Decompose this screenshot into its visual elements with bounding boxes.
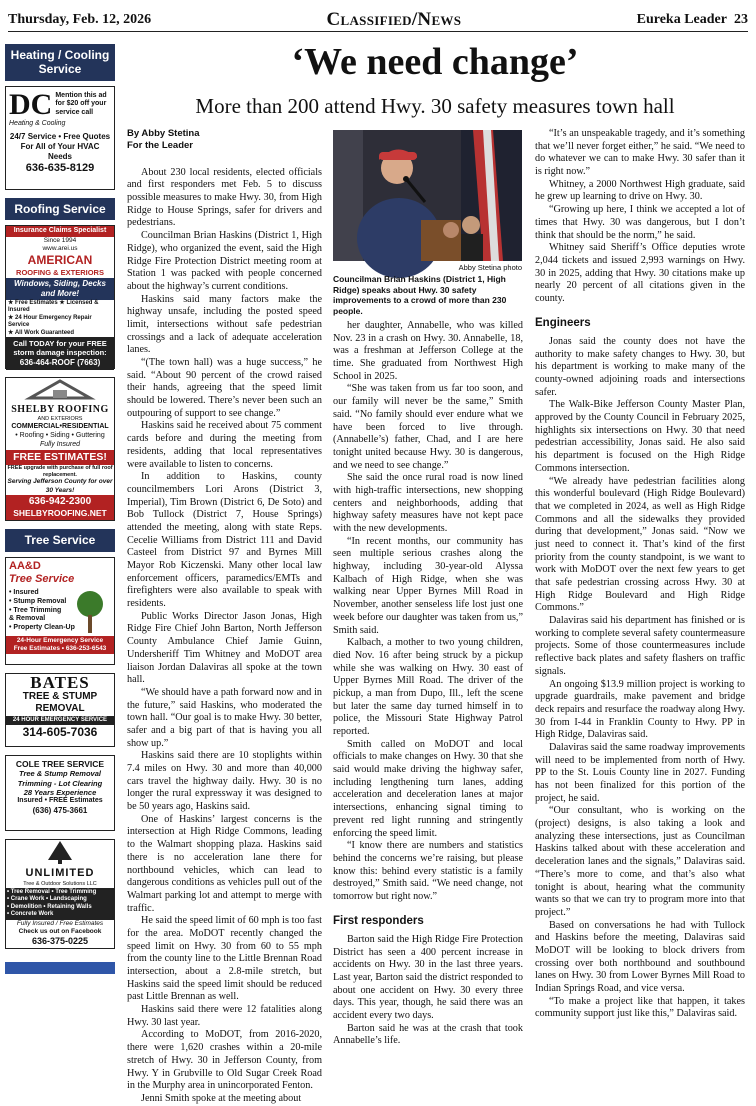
article-paragraph: Jenni Smith spoke at the meeting about bbox=[141, 1092, 302, 1104]
unlimited-b1: • Tree Removal • Tree Trimming bbox=[7, 888, 97, 895]
photo-credit: Abby Stetina photo bbox=[458, 263, 522, 272]
bates-name3: REMOVAL bbox=[35, 703, 85, 715]
unlimited-name: UNLIMITED bbox=[25, 867, 95, 880]
bates-name: BATES bbox=[30, 672, 90, 692]
aaed-title bbox=[6, 558, 114, 590]
photo-caption: Councilman Brian Haskins (District 1, High Ridge) speaks about Hwy. 30 safety improvements to a crowd of more than 230 people. bbox=[333, 274, 507, 316]
article-paragraph: “I know there are numbers and statistics behind the concerns we’re raising, but please know this: behind every statistic is a family destroyed,” Smith said. “We need change, not tomorrow but right now.” bbox=[333, 840, 523, 902]
article-headline: ‘We need change’ bbox=[291, 41, 579, 83]
shelby-sub: AND EXTERIORS bbox=[37, 416, 83, 423]
aaed-b1: • Insured bbox=[9, 589, 39, 597]
article-paragraph: One of Haskins’ largest concerns is the intersection at High Ridge Commons, leading to the Walmart shopping plaza. Haskins said there is no acceleration lane there for northbound vehicles, which can lead to dangerous conditions as vehicles pull out of the Walmart parking lot and attempt to merge with traffic. bbox=[127, 813, 322, 914]
aaed-b3: • Tree Trimming bbox=[9, 606, 62, 614]
am-name2: ROOFING & EXTERIORS bbox=[16, 268, 104, 278]
dc-promo: Mention this ad for $20 off your service call bbox=[55, 91, 107, 117]
unlimited-l2: Check us out on Facebook bbox=[18, 928, 102, 936]
unlimited-b4: • Concrete Work bbox=[7, 911, 54, 918]
article-paragraph: Whitney said Sheriff’s Office deputies wrote 2,044 tickets and issued 2,993 warnings on Hwy. 30 in 2025, adding that Hwy. 30 citations make up nearly 20 percent of all citations given in the county. bbox=[535, 242, 745, 304]
article-paragraph: Haskins said there were 12 fatalities along Hwy. 30 last year. bbox=[127, 1004, 322, 1028]
unlimited-b3: • Demolition • Retaining Walls bbox=[7, 903, 92, 910]
article-paragraph: “We should have a path forward now and in the future,” said Haskins, who moderated the town hall. “Our goal is to make Hwy. 30 better, safer and a big part of that is having you all show up.” bbox=[127, 686, 322, 749]
unlimited-sub: Tree & Outdoor Solutions LLC bbox=[23, 881, 97, 888]
paper-name-page bbox=[637, 12, 748, 28]
article-subhead: More than 200 attend Hwy. 30 safety measures town hall bbox=[195, 94, 675, 118]
sidebar-header-tree: Tree Service bbox=[5, 529, 115, 551]
article-photo bbox=[333, 130, 522, 261]
cole-l4: Insured • FREE Estimates bbox=[17, 797, 103, 805]
unlimited-phone: 636-375-0225 bbox=[31, 936, 89, 947]
article-paragraph: Councilman Brian Haskins (District 1, High Ridge), who organized the event, said the High Ridge Fire Protection District meeting room at Station 1 was packed with people concerned about the highway’s current conditions. bbox=[127, 230, 322, 292]
shelby-phone-box bbox=[6, 495, 114, 520]
article-column-3 bbox=[535, 128, 745, 1020]
am-phone: 636-464-ROOF (7663) bbox=[19, 357, 101, 367]
aaed-f2: Free Estimates • 636-253-6543 bbox=[13, 645, 107, 653]
shelby-phone: 636-942-2300 bbox=[28, 495, 92, 507]
bates-sub: 24 HOUR EMERGENCY SERVICE bbox=[6, 716, 114, 726]
cole-name: COLE TREE SERVICE bbox=[15, 758, 105, 769]
subhead-first-responders: First responders bbox=[333, 914, 424, 927]
dc-line1: 24/7 Service • Free Quotes bbox=[9, 131, 111, 141]
article-paragraph: her daughter, Annabelle, who was killed Nov. 23 in a crash on Hwy. 30. Annabelle, 18, was a freshman at Jefferson College at the time. She graduated from Northwest High School in 2025. bbox=[333, 320, 523, 382]
ad-aaed-tree[interactable] bbox=[5, 557, 115, 665]
page-header bbox=[8, 8, 748, 32]
article-paragraph: Kalbach, a mother to two young children, died Nov. 16 after being struck by a pickup while she was walking on Hwy. 30 east of Upper Byrnes Mill Road. The driver of the pickup, a man from Dupo, Ill., left the scene but later the same day turned himself in to police, the Missouri State Highway Patrol reported. bbox=[333, 637, 523, 737]
article-column-1 bbox=[127, 128, 322, 1104]
article-paragraph: “To make a project like that happen, it takes community support just like this,” Dalaviras said. bbox=[535, 995, 745, 1020]
article-paragraph: Whitney, a 2000 Northwest High graduate, said he grew up learning to drive on Hwy. 30. bbox=[535, 178, 745, 203]
article-paragraph: “Growing up here, I think we accepted a lot of times that Hwy. 30 was dangerous, but I don’t think that should be the norm,” he said. bbox=[535, 204, 745, 241]
shelby-web: SHELBYROOFING.NET bbox=[13, 508, 107, 519]
sidebar-header-roofing: Roofing Service bbox=[5, 198, 115, 220]
sidebar-bottom-bar bbox=[5, 962, 115, 974]
article-paragraph: The Walk-Bike Jefferson County Master Plan, approved by the County Council in February 2025, highlights six intersections on Hwy. 30 that need pedestrian accessibility, Jonas said. He also said his department is focused on the High Ridge Commons intersection. bbox=[535, 399, 745, 474]
shelby-l3: Fully Insured bbox=[39, 440, 81, 448]
am-name: AMERICAN bbox=[27, 253, 93, 268]
article-paragraph: Smith called on MoDOT and local officials to make changes on Hwy. 30 that she said would make driving the highway safer, including lengthening turn lanes, adding acceleration and deceleration lanes at major intersections, enhancing signal timing to prevent red light running and stringently enforcing the speed limit. bbox=[333, 738, 523, 839]
article-column-2 bbox=[333, 320, 523, 1047]
aaed-name2: Tree Service bbox=[9, 573, 75, 586]
article-paragraph: She said the once rural road is now lined with high-traffic intersections, new shopping centers and neighborhoods, adding that highway safety measures have not kept pace with the new developments. bbox=[333, 472, 523, 534]
am-top: Insurance Claims Specialist bbox=[6, 226, 114, 237]
ad-american-roofing[interactable] bbox=[5, 225, 115, 369]
article-paragraph: Haskins said there are 10 stoplights within 7.4 miles on Hwy. 30 and more than 40,000 cars travel the highway daily. Hwy. 30 is no longer the rural expressway it was designed to be 50 years ago, Haskins said. bbox=[127, 750, 322, 813]
col3b-paragraphs bbox=[535, 336, 745, 1021]
dc-logo: DC bbox=[9, 87, 53, 121]
col1-paragraphs bbox=[127, 167, 322, 1106]
dc-sub: Heating & Cooling bbox=[9, 119, 66, 127]
unlimited-b2: • Crane Work • Landscaping bbox=[7, 896, 87, 903]
byline-author: By Abby Stetina bbox=[127, 128, 200, 139]
article-paragraph: According to MoDOT, from 2016-2020, there were 1,620 crashes within a 20-mile stretch of Hwy. 30 in Jefferson County, from Hwy. Y in Grubville to Old Sugar Creek Road in the Murphy area in unincorporated Fenton. bbox=[127, 1029, 322, 1092]
aaed-body bbox=[6, 589, 114, 634]
am-since: Since 1994 bbox=[43, 236, 77, 244]
article-paragraph: Jonas said the county does not have the authority to make safety changes to Hwy. 30, but his department is working to make many of the county-owned adjoining roads and intersections safer. bbox=[535, 335, 745, 398]
house-roof-icon bbox=[25, 378, 95, 400]
article-paragraph: Barton said he was at the crash that took Annabelle’s life. bbox=[333, 1022, 523, 1047]
subhead-engineers: Engineers bbox=[535, 316, 591, 329]
unlimited-l1: Fully Insured / Free Estimates bbox=[16, 919, 104, 927]
unlimited-list bbox=[6, 888, 114, 920]
aaed-b5: • Property Clean-Up bbox=[9, 624, 75, 632]
shelby-l2: • Roofing • Siding • Guttering bbox=[15, 432, 105, 440]
aaed-list bbox=[6, 589, 75, 634]
shelby-name: SHELBY ROOFING bbox=[11, 403, 109, 415]
article-paragraph: Public Works Director Jason Jonas, High Ridge Fire Chief John Barton, North Jefferson County Ambulance Chief Jamie Guinn, Undersheriff Tim Whitney and MoDOT area liaison Jordan Dalaviras all spoke at the town hall. bbox=[127, 610, 322, 686]
col3-paragraphs bbox=[535, 128, 745, 306]
aaed-name: AA&D bbox=[9, 559, 41, 572]
article-paragraph: “In recent months, our community has seen multiple serious crashes along the highway, including 30-year-old Alyssa Kalbach of High Ridge, when she was walking near Upper Byrnes Mill Road in November, another senseless life lost just one week before our daughter was taken from us,” Smith said. bbox=[333, 535, 523, 636]
article-paragraph: About 230 local residents, elected officials and first responders met Feb. 5 to discuss possible measures to make Hwy. 30, from High Ridge to House Springs, safer for drivers and pedestrians. bbox=[127, 166, 322, 229]
cole-l1: Tree & Stump Removal bbox=[19, 769, 101, 779]
article-paragraph: Haskins said he received about 75 comment cards before and during the meeting from residents, adding that local representatives were available to listen to concerns. bbox=[127, 420, 322, 470]
article-paragraph: “It’s an unspeakable tragedy, and it’s something that we’ll never forget either,” he said. “We need to do whatever we can to make Hwy. 30 safer than it is right now.” bbox=[535, 128, 745, 178]
aaed-f1: 24-Hour Emergency Service bbox=[16, 637, 104, 645]
article-paragraph: “(The town hall) was a huge success,” he said. “About 90 percent of the crowd raised their hands, agreeing that the speed limit should be lowered. There’s never been such an outpouring of support to see change.” bbox=[127, 357, 322, 419]
section-title: Classified/News bbox=[326, 8, 462, 30]
tree-icon bbox=[75, 589, 105, 634]
aaed-b4: & Removal bbox=[9, 615, 46, 623]
article-paragraph: He said the speed limit of 60 mph is too fast for the area. MoDOT recently changed the speed limit on Hwy. 30 from 60 to 55 mph from the county line to the Little Brennan Road intersection, about a 2.8-mile stretch, but Haskins said the speed limit should be reduced past Little Brennan as well. bbox=[127, 915, 322, 1003]
ad-dc-top bbox=[9, 87, 111, 121]
article-paragraph: Dalaviras said the same roadway improvements will need to be implemented from north of Hwy. PP to the St. Louis County line in 2027. Funding has not been finalized for this portion of the project, he said. bbox=[535, 741, 745, 804]
ad-unlimited-tree[interactable] bbox=[5, 839, 115, 949]
page-number: 23 bbox=[733, 11, 748, 27]
ad-cole-tree[interactable] bbox=[5, 755, 115, 831]
cole-phone: (636) 475-3661 bbox=[32, 806, 88, 816]
classified-sidebar bbox=[5, 44, 115, 974]
bates-phone: 314-605-7036 bbox=[22, 725, 98, 740]
am-web: www.arei.us bbox=[42, 245, 78, 253]
shelby-free: FREE ESTIMATES! bbox=[6, 450, 114, 465]
article-paragraph: “She was taken from us far too soon, and our family will never be the same,” Smith said. “No family should ever endure what we have been forced to live through. (Annabelle’s) father, Chad, and I are here tonight united because Hwy. 30 is dangerous, and we need to see change.” bbox=[333, 383, 523, 471]
aaed-footer bbox=[6, 636, 114, 654]
am-cta-box bbox=[6, 337, 114, 370]
am-b2: ★ 24 Hour Emergency Repair Service bbox=[8, 314, 92, 329]
am-b3: ★ All Work Guaranteed bbox=[8, 329, 75, 336]
article-paragraph: Based on conversations he had with Tullock and Haskins before the meeting, Dalaviras said MoDOT will be looking to block drivers from crossing over both northbound and southbound lanes on Hwy. 30 from Lower Byrnes Mill Road to Indian Springs Road, and vice versa. bbox=[535, 919, 745, 994]
bates-name2: TREE & STUMP bbox=[22, 690, 98, 702]
unlimited-tree-logo-icon bbox=[45, 840, 75, 864]
article-paragraph: In addition to Haskins, county councilmembers Lori Arons (District 3, Imperial), Tim Brown (District 6, De Soto) and Bob Tullock (District 7, House Springs) attended the meeting, along with state Reps. Cecelie Williams from District 111 and David Casteel from District 97 and Byrnes Mill Mayor Rob Kiczenski. Many other local law enforcement officers, paramedics/EMTs and firefighters were also available to speak with residents. bbox=[127, 471, 322, 610]
article-paragraph: “Our consultant, who is working on the (project) designs, is also taking a look and analyzing these intersections, just as Councilman Haskins talked about with these acceleration and deceleration lanes and the signals,” Dalaviras said. “There’s more to come, and that’s also what tonight is about, hearing what the community wants so that we can try to program more into that project.” bbox=[535, 805, 745, 918]
byline bbox=[127, 128, 322, 153]
councilman-speaking-photo bbox=[333, 130, 522, 261]
am-tag: Windows, Siding, Decks and More! bbox=[6, 278, 114, 300]
byline-affiliation: For the Leader bbox=[127, 140, 193, 152]
ad-bates-tree[interactable] bbox=[5, 673, 115, 747]
article-paragraph: “We already have pedestrian facilities along this wonderful boulevard (High Ridge Boulevard) that we completed in 2024, as well as High Ridge Commons and all the sidewalks they provided during that development,” Jonas said. “Now we just need to connect it. That’s kind of the first priority from the county standpoint, is we want to work with MoDOT over the next few years to get that safe pedestrian crossing across Hwy. 30 at High Ridge Boulevard and High Ridge Commons.” bbox=[535, 475, 745, 614]
col2b-paragraphs bbox=[333, 934, 523, 1048]
ad-shelby-roofing[interactable] bbox=[5, 377, 115, 521]
cole-l2: Trimming - Lot Clearing bbox=[17, 778, 103, 788]
sidebar-header-heating: Heating / Cooling Service bbox=[5, 44, 115, 81]
am-cta: Call TODAY for your FREE storm damage inspection: bbox=[13, 339, 107, 358]
article-paragraph: Haskins said many factors make the highway unsafe, including the posted speed limit, intersections without safe pedestrian crossings and a lack of adequate acceleration lanes. bbox=[127, 293, 322, 356]
paper-name: Eureka Leader bbox=[636, 11, 727, 27]
col2-paragraphs bbox=[333, 320, 523, 904]
am-b1: ★ Free Estimates ★ Licensed & Insured bbox=[8, 299, 99, 314]
article-paragraph: An ongoing $13.9 million project is working to upgrade guardrails, make pavement and bridge deck repairs and resurface the roadway along Hwy. 30 from I-44 in Franklin County to Hwy. PP in High Ridge, Dalaviras said. bbox=[535, 678, 745, 741]
shelby-l5: Serving Jefferson County for over 30 Years! bbox=[7, 478, 113, 494]
dc-line2: For All of Your HVAC Needs bbox=[20, 141, 100, 161]
dc-phone: 636-635-8129 bbox=[25, 161, 95, 174]
ad-dc-heating[interactable] bbox=[5, 86, 115, 190]
shelby-l4: FREE upgrade with purchase of full roof replacement. bbox=[7, 464, 113, 478]
cole-l3: 28 Years Experience bbox=[23, 787, 97, 797]
article-paragraph: Barton said the High Ridge Fire Protection District has seen a 400 percent increase in accidents on Hwy. 30 in the last three years. Last year, Barton said the district responded to about one accident on Hwy. 30 every three days. This year, though, he said there was an accident every two days. bbox=[333, 933, 523, 1022]
article-paragraph: Dalaviras said his department has finished or is working to complete several safety countermeasure projects. Some of those countermeasures include reflective back plates and safety flashers on traffic signals. bbox=[535, 615, 745, 677]
aaed-b2: • Stump Removal bbox=[9, 597, 67, 605]
issue-date: Thursday, Feb. 12, 2026 bbox=[8, 11, 152, 27]
shelby-l1: COMMERCIAL•RESIDENTIAL bbox=[11, 423, 109, 431]
